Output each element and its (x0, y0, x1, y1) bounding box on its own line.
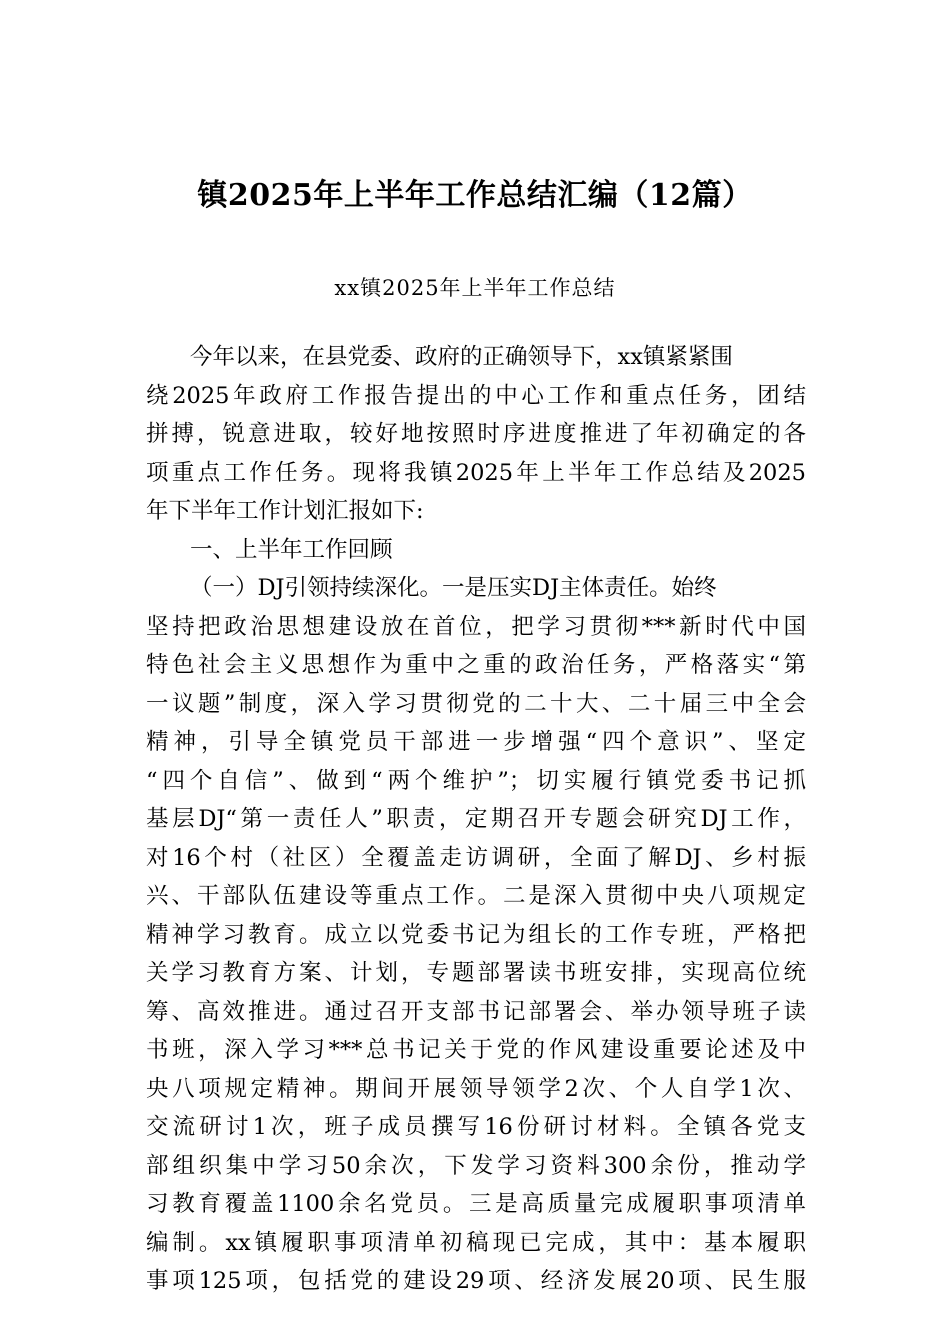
body-line: 书班，深入学习***总书记关于党的作风建设重要论述及中 (146, 1037, 806, 1063)
document-body (146, 338, 806, 1301)
body-line: 关学习教育方案、计划，专题部署读书班安排，实现高位统 (146, 960, 806, 986)
body-line: 基层DJ“第一责任人”职责，定期召开专题会研究DJ工作， (146, 806, 806, 832)
body-line: 兴、干部队伍建设等重点工作。二是深入贯彻中央八项规定 (146, 883, 806, 909)
body-line: 特色社会主义思想作为重中之重的政治任务，严格落实“第 (146, 652, 806, 678)
body-line: 对16个村（社区）全覆盖走访调研，全面了解DJ、乡村振 (146, 844, 806, 871)
section-heading: 一、上半年工作回顾 (190, 536, 393, 563)
body-line: 绕2025年政府工作报告提出的中心工作和重点任务，团结 (146, 382, 806, 409)
body-line: 央八项规定精神。期间开展领导领学2次、个人自学1次、 (146, 1075, 806, 1102)
body-line: 项重点工作任务。现将我镇2025年上半年工作总结及2025 (146, 459, 806, 486)
body-line: 习教育覆盖1100余名党员。三是高质量完成履职事项清单 (146, 1191, 806, 1217)
body-line: 一议题”制度，深入学习贯彻党的二十大、二十届三中全会 (146, 690, 806, 717)
body-line: 筹、高效推进。通过召开支部书记部署会、举办领导班子读 (146, 998, 806, 1025)
body-line: 坚持把政治思想建设放在首位，把学习贯彻***新时代中国 (146, 613, 806, 640)
body-line: “四个自信”、做到“两个维护”；切实履行镇党委书记抓 (146, 767, 806, 794)
body-line: 今年以来，在县党委、政府的正确领导下，xx镇紧紧围 (190, 344, 733, 370)
body-line: 部组织集中学习50余次，下发学习资料300余份，推动学 (146, 1152, 806, 1179)
document-subtitle: xx镇2025年上半年工作总结 (334, 276, 616, 300)
body-line: 精神学习教育。成立以党委书记为组长的工作专班，严格把 (146, 921, 806, 948)
body-line: 拼搏，锐意进取，较好地按照时序进度推进了年初确定的各 (146, 421, 806, 447)
body-line: 事项125项，包括党的建设29项、经济发展20项、民生服 (146, 1268, 806, 1294)
body-line: 编制。xx镇履职事项清单初稿现已完成，其中：基本履职 (146, 1229, 806, 1256)
body-line: 年下半年工作计划汇报如下: (146, 498, 424, 524)
body-line: 交流研讨1次，班子成员撰写16份研讨材料。全镇各党支 (146, 1114, 806, 1140)
document-title: 镇2025年上半年工作总结汇编（12篇） (197, 178, 753, 213)
body-line: （一）DJ引领持续深化。一是压实DJ主体责任。始终 (190, 575, 717, 601)
body-line: 精神，引导全镇党员干部进一步增强“四个意识”、坚定 (146, 729, 806, 755)
